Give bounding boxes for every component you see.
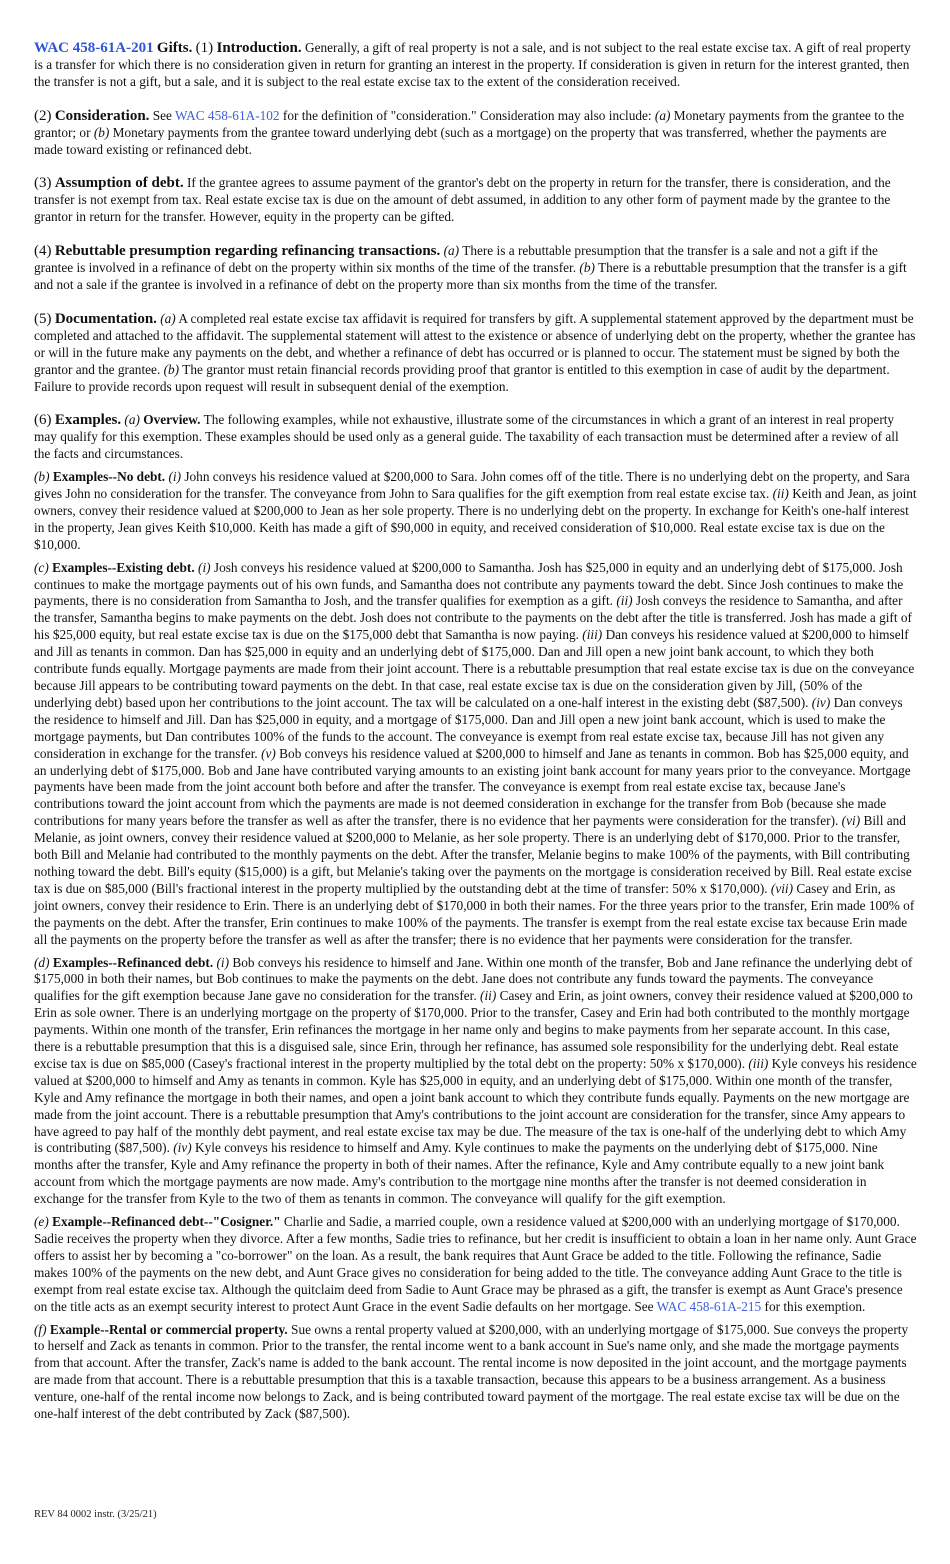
section-6-examples-overview: [34, 412, 918, 463]
section-1-introduction: [34, 40, 918, 91]
wac-215-link[interactable]: WAC 458-61A-215: [656, 1298, 762, 1314]
section-2-marker-a: (a): [654, 107, 671, 123]
section-3-assumption-of-debt: [34, 175, 918, 226]
examples-existing-debt: [34, 560, 918, 949]
refinanced-debt-marker-i: (i): [216, 954, 230, 970]
cosigner-heading: Example--Refinanced debt--"Cosigner.": [52, 1214, 281, 1230]
section-5-text-2: The grantor must retain financial records providing proof that grantor is entitled to this exemption in case of audit by the department. Failure to provide records upon request will result in subsequent denial of the exemption.: [34, 361, 890, 394]
cosigner-letter: (e): [34, 1214, 49, 1230]
section-3-number: (3): [34, 175, 52, 192]
cosigner-text-1: Charlie and Sadie, a married couple, own a residence valued at $200,000 with an underlying mortgage of $170,000. Sadie receives the property when they divorce. After a few months, Sadie tries to refinance, but her credit is insufficient to obtain a loan in her name only. Aunt Grace offers to assist her by becoming a "co-borrower" on the loan. As a result, the bank requires that Aunt Grace be added to the title. Following the refinance, Sadie makes 100% of the payments on the new debt, and Aunt Grace gives no consideration for being added to the title. The conveyance adding Aunt Grace to the title is exempt from real estate excise tax. Although the quitclaim deed from Sadie to Aunt Grace may be phrased as a gift, the transfer is exempt as Aunt Grace's presence on the title acts as an exempt security interest to protect Aunt Grace in the event Sadie defaults on her mortgage. See: [34, 1214, 917, 1314]
existing-debt-text-3: Dan conveys his residence valued at $200,000 to himself and Jill as tenants in common. Dan has $25,000 in equity and an underlying debt of $175,000. Dan and Jill open a new joint bank account, to which they both contribute funds equally. Mortgage payments are made from their joint account. There is a rebuttable presumption that real estate excise tax is due on the conveyance because Jill appears to be contributing toward payments on the debt. In that case, real estate excise tax is due on the consideration given by Jill, (50% of the underlying debt) based upon her contributions to the joint account. The tax will be calculated on a one-half interest in the existing debt ($87,500).: [34, 627, 915, 710]
section-6-number: (6): [34, 412, 52, 429]
form-footer: REV 84 0002 instr. (3/25/21): [34, 1509, 157, 1520]
refinanced-debt-marker-ii: (ii): [480, 988, 497, 1004]
refinanced-debt-text-3: Kyle conveys his residence valued at $200,000 to himself and Amy as tenants in common. Kyle has $25,000 in equity, and an underlying debt of $175,000. Within one month of the transfer, Kyle and Amy refinance the mortgage in both their names, and open a joint bank account to which they contribute funds equally. Payments on the new mortgage are made from the joint account. There is a rebuttable presumption that Amy's contributions to the joint account are consideration for the transfer, since Amy appears to have agreed to pay half of the monthly debt payment, and real estate excise tax may be due. The measure of the tax is one-half of the underlying debt to which Amy is contributing ($87,500).: [34, 1055, 917, 1156]
existing-debt-text-7: Casey and Erin, as joint owners, convey their residence to Erin. There is an underlying debt of $170,000 in both their names. For the three years prior to the transfer, Erin made 100% of the payments on the debt. After the transfer, Erin continues to make 100% of the payments. The transfer is exempt from the real estate excise tax because Erin made all the payments on the property before the transfer as well as after the transfer; there is no evidence that her payments were consideration for the transfer.: [34, 880, 915, 947]
existing-debt-letter: (c): [34, 559, 49, 575]
existing-debt-text-4: Dan conveys the residence to himself and Jill. Dan has $25,000 in equity, and a mortgage of $175,000. Dan and Jill open a new joint bank account, which is used to make the mortgage payments, but Dan contributes 100% of the funds to the account. The conveyance is exempt from real estate excise tax, because Jill has not given any consideration in exchange for the transfer.: [34, 694, 903, 761]
section-4-text-1: There is a rebuttable presumption that the transfer is a sale and not a gift if the grantee is involved in a refinance of debt on the property within six months of the time of the transfer.: [34, 243, 878, 276]
existing-debt-text-6: Bill and Melanie, as joint owners, convey their residence valued at $200,000 to Melanie, as her sole property. There is an underlying debt of $170,000. Prior to the transfer, both Bill and Melanie had contributed to the monthly payments on the debt. After the transfer, Melanie begins to make 100% of the payments, with Bill contributing nothing toward the debt. Bill's equity ($15,000) is a gift, but Melanie's taking over the payments on the mortgage is consideration received by Bill. Real estate excise tax is due on $85,000 (Bill's fractional interest in the property multiplied by the outstanding debt at the time of transfer: 50% x $170,000).: [34, 813, 912, 896]
section-5-marker-b: (b): [163, 361, 180, 377]
no-debt-marker-ii: (ii): [772, 486, 789, 502]
section-3-text: If the grantee agrees to assume payment of the grantor's debt on the property in return for the transfer, there is consideration, and the transfer is not exempt from tax. Real estate excise tax is due on the amount of debt assumed, in addition to any other form of payment made by the grantee to the grantor in return for the transfer. However, equity in the property can be gifted.: [34, 175, 891, 225]
existing-debt-heading: Examples--Existing debt.: [52, 559, 195, 575]
existing-debt-text-2: Josh conveys the residence to Samantha, and after the transfer, Samantha begins to make payments on the debt. Josh does not contribute to the payments on the debt after the title is transferred. Josh has made a gift of his $25,000 equity, but real estate excise tax is due on the $175,000 debt that Samantha is now paying.: [34, 593, 912, 643]
existing-debt-marker-iv: (iv): [811, 694, 831, 710]
examples-refinanced-debt: [34, 955, 918, 1209]
existing-debt-marker-ii: (ii): [616, 593, 633, 609]
section-6-marker-a: (a): [124, 412, 140, 428]
section-2-consideration: [34, 108, 918, 159]
section-5-text-1: A completed real estate excise tax affidavit is required for transfers by gift. A supplemental statement approved by the department must be completed and attached to the affidavit. The supplemental statement will attest to the existence or absence of underlying debt on the property, whether the grantee has or will in the future make any payments on the debt, and whether a refinance of debt has occurred or is planned to occur. The statement must be signed by both the grantor and the grantee.: [34, 310, 916, 377]
refinanced-debt-letter: (d): [34, 954, 50, 970]
section-2-text-2: for the definition of "consideration." Consideration may also include:: [282, 107, 652, 123]
refinanced-debt-text-1: Bob conveys his residence to himself and Jane. Within one month of the transfer, Bob and Jane refinance the underlying debt of $175,000 in both their names, but Bob continues to make the payments on the debt. Jane does not contribute any funds toward the payments. The conveyance qualifies for the gift exemption because Jane gave no consideration for the transfer.: [34, 954, 913, 1004]
section-4-number: (4): [34, 243, 52, 260]
section-5-documentation: [34, 311, 918, 396]
examples-no-debt: [34, 469, 918, 554]
section-1-text: Generally, a gift of real property is not a sale, and is not subject to the real estate excise tax. A gift of real property is a transfer for which there is no consideration given in return for granting an interest in the property. If consideration is given in return for the interest granted, then the transfer is not a gift, but a sale, and it is subject to the real estate excise tax to the extent of the consideration received.: [34, 40, 911, 89]
no-debt-letter: (b): [34, 469, 50, 485]
section-5-marker-a: (a): [160, 310, 176, 326]
example-rental-property: [34, 1322, 918, 1423]
section-3-heading: Assumption of debt.: [54, 175, 184, 192]
existing-debt-text-5: Bob conveys his residence valued at $200,000 to himself and Jane as tenants in common. Bob has $25,000 equity, and an underlying debt of $175,000. Bob and Jane have contributed varying amounts to an existing joint bank account for many years prior to the conveyance. Mortgage payments have been made from the joint account both before and after the transfer. The conveyance is exempt from real estate excise tax, because Jane's contributions toward the joint account from which the payments are made is not deemed consideration in exchange for the transfer from Bob (because she made contributions for many years before the transfer as well as after the transfer, there is no evidence that her payments were consideration for the transfer).: [34, 745, 911, 829]
section-4-marker-b: (b): [579, 260, 595, 276]
section-4-text-2: There is a rebuttable presumption that the transfer is a gift and not a sale if the grantee is involved in a refinance of debt on the property more than six months from the time of the transfer.: [34, 260, 907, 292]
rental-text: Sue owns a rental property valued at $200,000, with an underlying mortgage of $175,000. Sue conveys the property to herself and Zack as tenants in common. Prior to the transfer, the rental income went to a bank account in Sue's name only, and she made the mortgage payments from that account. After the transfer, Zack's name is added to the bank account. The rental income is now deposited in the joint account, and the mortgage payments are made from that account. There is a rebuttable presumption that this is a taxable transaction, because this appears to be a business arrangement. As a business venture, one-half of the rental income now belongs to Zack, and is being contributed toward payment of the mortgage. The real estate excise tax will be due on the one-half interest of the debt contributed by Zack ($87,500).: [34, 1321, 909, 1422]
wac-201-link[interactable]: WAC 458-61A-201: [34, 40, 154, 56]
overview-heading: Overview.: [143, 412, 201, 428]
existing-debt-marker-vi: (vi): [841, 813, 861, 829]
rental-letter: (f): [34, 1321, 47, 1337]
section-1-number: (1): [195, 40, 214, 56]
refinanced-debt-heading: Examples--Refinanced debt.: [52, 954, 214, 970]
no-debt-text-2: Keith and Jean, as joint owners, convey their residence valued at $200,000 to Jean as her sole property. There is no underlying debt on the property. In exchange for Keith's one-half interest in the property, Jean gives Keith $10,000. Keith has made a gift of $90,000 in equity, and received consideration of $10,000. Real estate excise tax is due on the $10,000.: [34, 486, 917, 552]
cosigner-text-2: for this exemption.: [764, 1298, 866, 1314]
no-debt-text-1: John conveys his residence valued at $200,000 to Sara. John comes off of the title. There is no underlying debt on the property, and Sara gives John no consideration for the transfer. The conveyance from John to Sara qualifies for the gift exemption from real estate excise tax.: [34, 469, 910, 502]
section-2-number: (2): [34, 107, 52, 124]
existing-debt-text-1: Josh conveys his residence valued at $200,000 to Samantha. Josh has $25,000 in equity and an underlying debt of $175,000. Josh continues to make the mortgage payments out of his own funds, and Samantha does not contribute any payments toward the debt. Since Josh continues to make the payments, there is no consideration from Samantha to Josh, and the transfer qualifies for exemption as a gift.: [34, 559, 904, 609]
rule-title: Gifts.: [156, 40, 193, 56]
section-5-number: (5): [34, 310, 52, 327]
section-4-heading: Rebuttable presumption regarding refinancing transactions.: [54, 243, 441, 260]
section-4-marker-a: (a): [443, 243, 460, 259]
no-debt-marker-i: (i): [168, 469, 182, 485]
refinanced-debt-marker-iv: (iv): [173, 1140, 192, 1156]
section-1-heading: Introduction.: [216, 40, 302, 56]
existing-debt-marker-i: (i): [198, 559, 211, 575]
section-2-heading: Consideration.: [54, 107, 150, 124]
refinanced-debt-text-2: Casey and Erin, as joint owners, convey their residence valued at $200,000 to Erin as sole owner. There is an underlying mortgage on the property of $170,000. Prior to the transfer, Casey and Erin had both contributed to the monthly mortgage payments. Within one month of the transfer, Erin refinances the mortgage in her name only and begins to make payments from her separate account. In this case, there is a rebuttable presumption that this is a disguised sale, since Erin, through her refinance, has assumed sole responsibility for the underlying debt. Real estate excise tax is due on $85,000 (Casey's fractional interest in the property multiplied by the total debt on the property: 50% x $170,000).: [34, 988, 913, 1071]
existing-debt-marker-vii: (vii): [770, 880, 794, 896]
overview-text: The following examples, while not exhaustive, illustrate some of the circumstances in which a grant of an interest in real property may qualify for this exemption. These examples should be used only as a general guide. The taxability of each transaction must be determined after a review of all the facts and circumstances.: [34, 412, 899, 462]
section-2-text-1: See: [152, 107, 172, 123]
existing-debt-marker-v: (v): [261, 745, 276, 761]
no-debt-heading: Examples--No debt.: [52, 469, 166, 485]
section-2-marker-b: (b): [93, 124, 110, 140]
section-4-rebuttable-presumption: [34, 243, 918, 294]
wac-102-link[interactable]: WAC 458-61A-102: [175, 107, 280, 123]
rental-heading: Example--Rental or commercial property.: [49, 1321, 288, 1337]
refinanced-debt-text-4: Kyle conveys his residence to himself and Amy. Kyle continues to make the payments on the underlying debt of $175,000. Nine months after the transfer, Kyle and Amy refinance the property in both of their names. After the refinance, Kyle and Amy contribute equally to a new joint bank account from which the mortgage payments are now made. Amy's contribution to the mortgage nine months after the transfer is not deemed consideration in exchange for the transfer from Kyle to the two of them as tenants in common. The conveyance will qualify for the gift exemption.: [34, 1140, 885, 1207]
example-cosigner: [34, 1214, 918, 1315]
refinanced-debt-marker-iii: (iii): [748, 1055, 769, 1071]
existing-debt-marker-iii: (iii): [582, 627, 603, 643]
section-2-text-4: Monetary payments from the grantee toward underlying debt (such as a mortgage) on the property that was transferred, whether the payments are made toward existing or refinanced debt.: [34, 124, 887, 157]
section-5-heading: Documentation.: [54, 310, 157, 327]
section-2-text-3: Monetary payments from the grantee to the grantor; or: [34, 107, 905, 140]
section-6-heading: Examples.: [54, 412, 122, 429]
